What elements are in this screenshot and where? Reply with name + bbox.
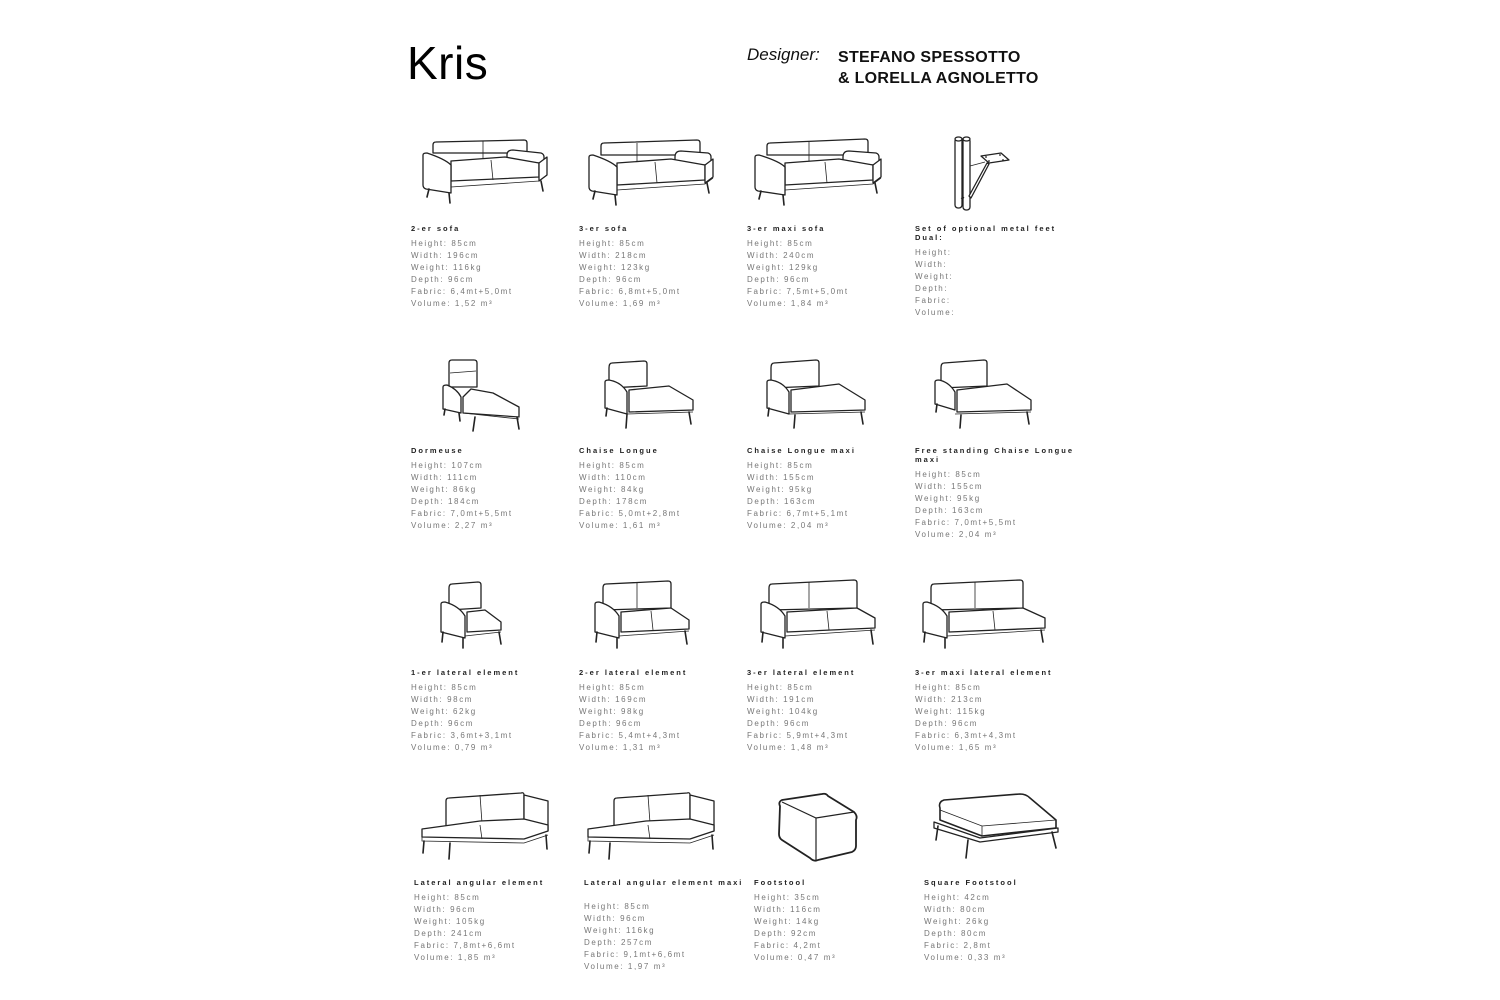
spec-width: Width: 169cm — [579, 694, 648, 704]
spec-weight: Weight: 95kg — [747, 484, 813, 494]
spec-depth: Depth: 80cm — [924, 928, 987, 938]
spec-height: Height: 35cm — [754, 893, 821, 902]
spec-weight: Weight: 14kg — [754, 916, 820, 926]
spec-depth: Depth: 257cm — [584, 937, 654, 947]
spec-list — [411, 460, 513, 531]
spec-weight: Weight: 116kg — [584, 925, 656, 935]
lateral-element-1-icon — [439, 580, 509, 650]
spec-height: Height: 85cm — [747, 239, 814, 248]
spec-volume: Volume: 0,79 m³ — [411, 742, 494, 752]
spec-width: Width: 240cm — [747, 250, 816, 260]
spec-volume: Volume: 1,48 m³ — [747, 742, 830, 752]
spec-list — [747, 238, 849, 309]
spec-weight: Weight: 26kg — [924, 916, 990, 926]
spec-fabric: Fabric: 7,0mt+5,5mt — [915, 517, 1017, 527]
spec-list — [579, 682, 681, 753]
spec-width: Width: 110cm — [579, 472, 647, 482]
spec-fabric: Fabric: 3,6mt+3,1mt — [411, 730, 513, 740]
spec-list — [411, 238, 513, 309]
spec-height: Height: 85cm — [584, 902, 651, 911]
spec-fabric: Fabric: 7,8mt+6,6mt — [414, 940, 516, 950]
product-name: 3-er maxi lateral element — [915, 668, 1053, 677]
spec-list — [584, 901, 686, 972]
spec-fabric: Fabric: 9,1mt+6,6mt — [584, 949, 686, 959]
free-standing-chaise-icon — [933, 358, 1038, 430]
spec-height: Height: 85cm — [915, 470, 982, 479]
spec-fabric: Fabric: 4,2mt — [754, 940, 822, 950]
spec-width: Width: 218cm — [579, 250, 648, 260]
spec-volume: Volume: 1,61 m³ — [579, 520, 662, 530]
spec-depth: Depth: 96cm — [747, 718, 810, 728]
spec-height: Height: 85cm — [747, 683, 814, 692]
spec-list — [747, 682, 849, 753]
product-name: Chaise Longue maxi — [747, 446, 856, 455]
spec-fabric: Fabric: — [915, 295, 951, 305]
spec-depth: Depth: 96cm — [915, 718, 978, 728]
footstool-icon — [776, 792, 862, 864]
spec-fabric: Fabric: 7,0mt+5,5mt — [411, 508, 513, 518]
spec-volume: Volume: 1,31 m³ — [579, 742, 662, 752]
spec-list — [411, 682, 513, 753]
spec-height: Height: 85cm — [579, 461, 646, 470]
product-name: Free standing Chaise Longue maxi — [915, 446, 1075, 464]
spec-fabric: Fabric: 6,4mt+5,0mt — [411, 286, 513, 296]
spec-fabric: Fabric: 5,9mt+4,3mt — [747, 730, 849, 740]
spec-volume: Volume: 2,04 m³ — [915, 529, 998, 539]
product-name: 1-er lateral element — [411, 668, 520, 677]
spec-height: Height: 85cm — [579, 239, 646, 248]
spec-volume: Volume: 2,04 m³ — [747, 520, 830, 530]
spec-width: Width: — [915, 259, 948, 269]
spec-weight: Weight: 98kg — [579, 706, 645, 716]
spec-width: Width: 116cm — [754, 904, 822, 914]
spec-depth: Depth: 184cm — [411, 496, 481, 506]
spec-weight: Weight: 86kg — [411, 484, 477, 494]
spec-list — [924, 892, 1006, 963]
spec-weight: Weight: 95kg — [915, 493, 981, 503]
spec-list — [579, 460, 681, 531]
spec-height: Height: 85cm — [579, 683, 646, 692]
chaise-longue-icon — [603, 358, 698, 430]
spec-weight: Weight: 115kg — [915, 706, 987, 716]
spec-volume: Volume: 0,33 m³ — [924, 952, 1007, 962]
spec-list — [754, 892, 836, 963]
lateral-element-3-maxi-icon — [921, 580, 1051, 650]
spec-width: Width: 191cm — [747, 694, 816, 704]
spec-width: Width: 213cm — [915, 694, 984, 704]
spec-width: Width: 111cm — [411, 472, 478, 482]
chaise-longue-maxi-icon — [765, 358, 870, 430]
spec-weight: Weight: 123kg — [579, 262, 651, 272]
spec-fabric: Fabric: 6,7mt+5,1mt — [747, 508, 849, 518]
product-name: Square Footstool — [924, 878, 1018, 887]
spec-weight: Weight: 84kg — [579, 484, 645, 494]
designer-name-1: STEFANO SPESSOTTO — [838, 49, 1021, 66]
spec-list — [747, 460, 849, 531]
spec-volume: Volume: 1,97 m³ — [584, 961, 667, 971]
spec-volume: Volume: 1,84 m³ — [747, 298, 830, 308]
product-name: Dormeuse — [411, 446, 464, 455]
spec-fabric: Fabric: 2,8mt — [924, 940, 992, 950]
spec-depth: Depth: 241cm — [414, 928, 484, 938]
spec-weight: Weight: 116kg — [411, 262, 483, 272]
lateral-angular-element-icon — [420, 791, 560, 863]
spec-fabric: Fabric: 5,0mt+2,8mt — [579, 508, 681, 518]
product-name: Footstool — [754, 878, 807, 887]
spec-width: Width: 98cm — [411, 694, 474, 704]
spec-depth: Depth: 178cm — [579, 496, 649, 506]
product-name: Lateral angular element — [414, 878, 545, 887]
spec-fabric: Fabric: 7,5mt+5,0mt — [747, 286, 849, 296]
sofa-3-seat-maxi-icon — [753, 135, 885, 205]
spec-depth: Depth: 163cm — [915, 505, 985, 515]
product-name: 2-er lateral element — [579, 668, 688, 677]
spec-height: Height: 85cm — [411, 239, 478, 248]
spec-depth: Depth: 96cm — [747, 274, 810, 284]
spec-depth: Depth: 96cm — [579, 718, 642, 728]
spec-height: Height: 107cm — [411, 461, 484, 470]
spec-fabric: Fabric: 5,4mt+4,3mt — [579, 730, 681, 740]
spec-depth: Depth: 96cm — [579, 274, 642, 284]
spec-width: Width: 155cm — [915, 481, 984, 491]
spec-width: Width: 96cm — [584, 913, 647, 923]
product-name: Set of optional metal feet Dual: — [915, 224, 1057, 242]
product-name: 2-er sofa — [411, 224, 461, 233]
spec-volume: Volume: 1,69 m³ — [579, 298, 662, 308]
spec-width: Width: 80cm — [924, 904, 987, 914]
spec-weight: Weight: — [915, 271, 954, 281]
spec-fabric: Fabric: 6,3mt+4,3mt — [915, 730, 1017, 740]
spec-list — [915, 682, 1017, 753]
spec-list — [414, 892, 516, 963]
spec-volume: Volume: 1,65 m³ — [915, 742, 998, 752]
spec-list — [915, 469, 1017, 540]
spec-volume: Volume: 2,27 m³ — [411, 520, 494, 530]
spec-height: Height: 42cm — [924, 893, 991, 902]
spec-depth: Depth: — [915, 283, 949, 293]
spec-volume: Volume: 0,47 m³ — [754, 952, 837, 962]
spec-depth: Depth: 96cm — [411, 274, 474, 284]
designer-label: Designer: — [747, 45, 820, 64]
dormeuse-icon — [441, 357, 526, 432]
designer-names — [838, 47, 1039, 89]
spec-width: Width: 155cm — [747, 472, 816, 482]
product-title: Kris — [407, 37, 489, 89]
spec-weight: Weight: 105kg — [414, 916, 486, 926]
product-name: Chaise Longue — [579, 446, 659, 455]
designer-name-2: & LORELLA AGNOLETTO — [838, 70, 1039, 87]
lateral-element-3-icon — [759, 580, 879, 650]
sofa-2-seat-icon — [421, 135, 551, 205]
spec-fabric: Fabric: 6,8mt+5,0mt — [579, 286, 681, 296]
spec-width: Width: 196cm — [411, 250, 480, 260]
lateral-element-2-icon — [593, 580, 693, 650]
spec-volume: Volume: 1,85 m³ — [414, 952, 497, 962]
spec-height: Height: 85cm — [747, 461, 814, 470]
product-name: 3-er maxi sofa — [747, 224, 826, 233]
spec-volume: Volume: 1,52 m³ — [411, 298, 494, 308]
product-name: 3-er sofa — [579, 224, 629, 233]
spec-list — [579, 238, 681, 309]
spec-height: Height: 85cm — [915, 683, 982, 692]
lateral-angular-element-maxi-icon — [586, 791, 726, 863]
spec-depth: Depth: 92cm — [754, 928, 817, 938]
spec-height: Height: — [915, 248, 952, 257]
spec-volume: Volume: — [915, 307, 956, 317]
product-name: Lateral angular element maxi — [584, 878, 744, 887]
spec-depth: Depth: 96cm — [411, 718, 474, 728]
sofa-3-seat-icon — [587, 135, 717, 205]
product-name: 3-er lateral element — [747, 668, 856, 677]
spec-weight: Weight: 104kg — [747, 706, 819, 716]
spec-weight: Weight: 62kg — [411, 706, 477, 716]
square-footstool-icon — [932, 794, 1062, 864]
spec-width: Width: 96cm — [414, 904, 477, 914]
spec-height: Height: 85cm — [414, 893, 481, 902]
spec-weight: Weight: 129kg — [747, 262, 819, 272]
spec-depth: Depth: 163cm — [747, 496, 817, 506]
spec-list — [915, 247, 955, 318]
spec-height: Height: 85cm — [411, 683, 478, 692]
metal-feet-icon — [953, 134, 1013, 214]
